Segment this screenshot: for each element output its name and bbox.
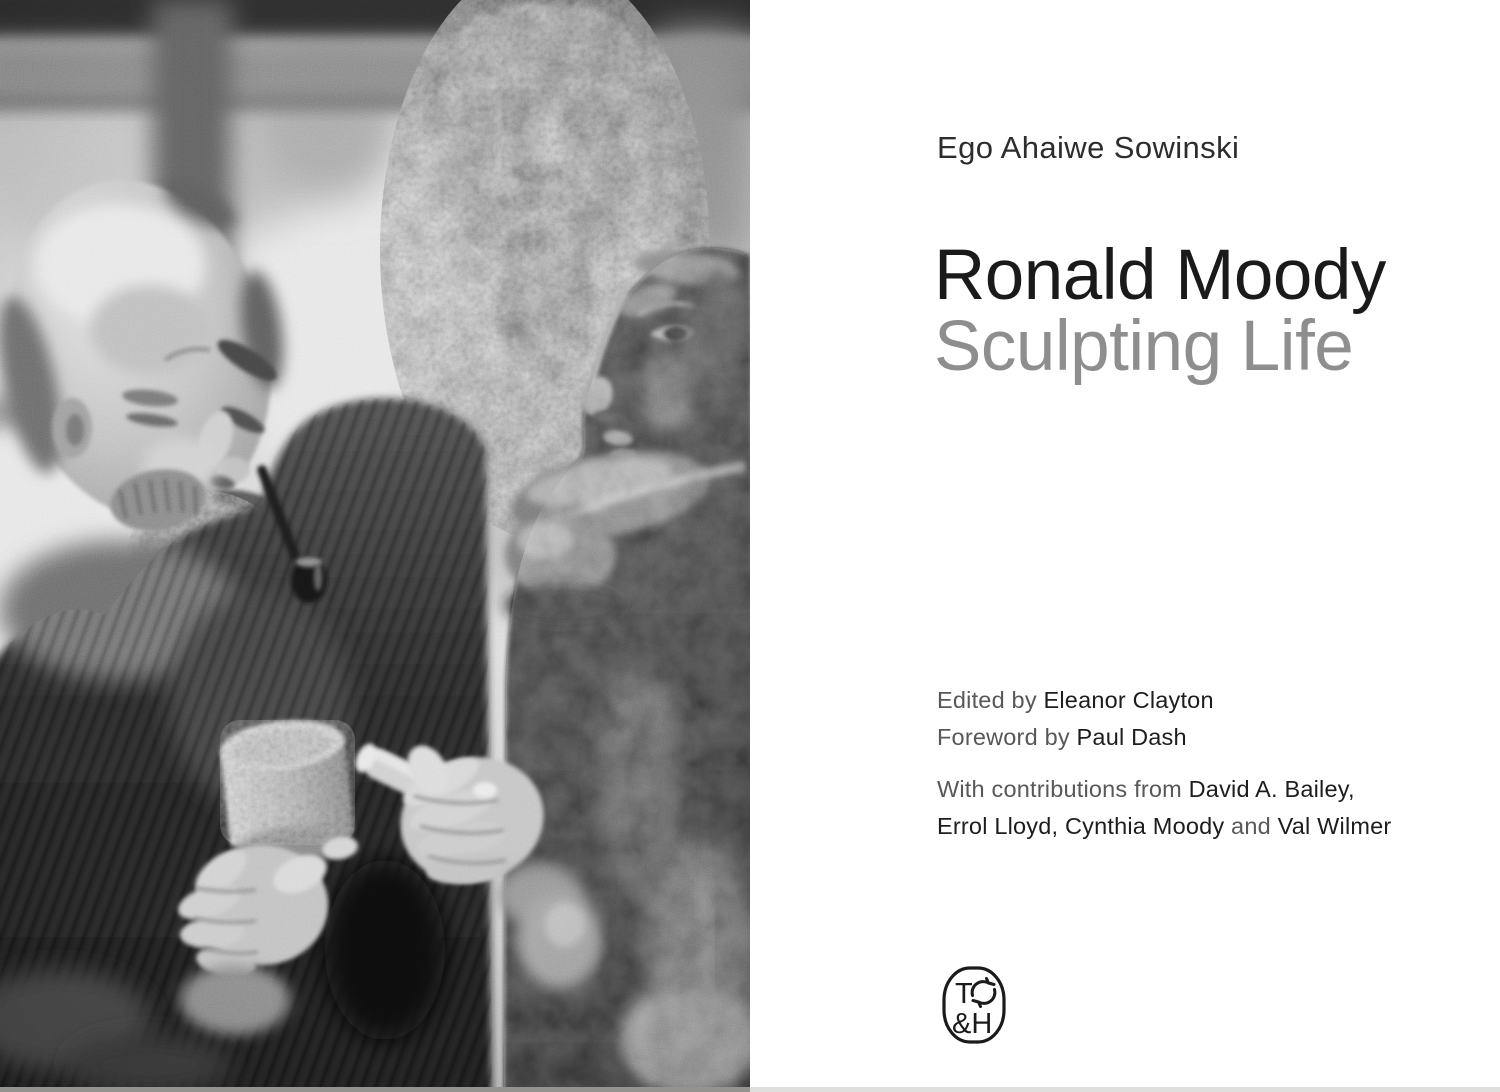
page-bottom-edge: [750, 1087, 1500, 1092]
contributor-name-1: David A. Bailey,: [1188, 776, 1355, 802]
editor-name: Eleanor Clayton: [1043, 687, 1214, 713]
credits-block: [937, 682, 1391, 845]
foreword-by-label: Foreword by: [937, 724, 1077, 750]
title-line-2: Sculpting Life: [934, 307, 1354, 386]
title-page: [750, 0, 1500, 1092]
logo-letter-t: T: [955, 978, 973, 1010]
edited-by-label: Edited by: [937, 687, 1044, 713]
publisher-logo: [942, 966, 1006, 1044]
dolphin-mark-icon: [972, 979, 995, 1007]
logo-letters-and-h: &H: [952, 1008, 993, 1040]
author-name: Ego Ahaiwe Sowinski: [937, 130, 1240, 165]
contributors-lines: [937, 771, 1391, 845]
contributor-name-2: Errol Lloyd, Cynthia Moody: [937, 813, 1225, 839]
contributors-and-label: and: [1224, 813, 1278, 839]
editor-foreword-lines: [937, 682, 1391, 756]
contributions-label: With contributions from: [937, 776, 1189, 802]
title-line-1: Ronald Moody: [934, 236, 1386, 315]
contributor-name-3: Val Wilmer: [1277, 813, 1392, 839]
foreword-author-name: Paul Dash: [1076, 724, 1187, 750]
book-title: [934, 236, 1386, 386]
